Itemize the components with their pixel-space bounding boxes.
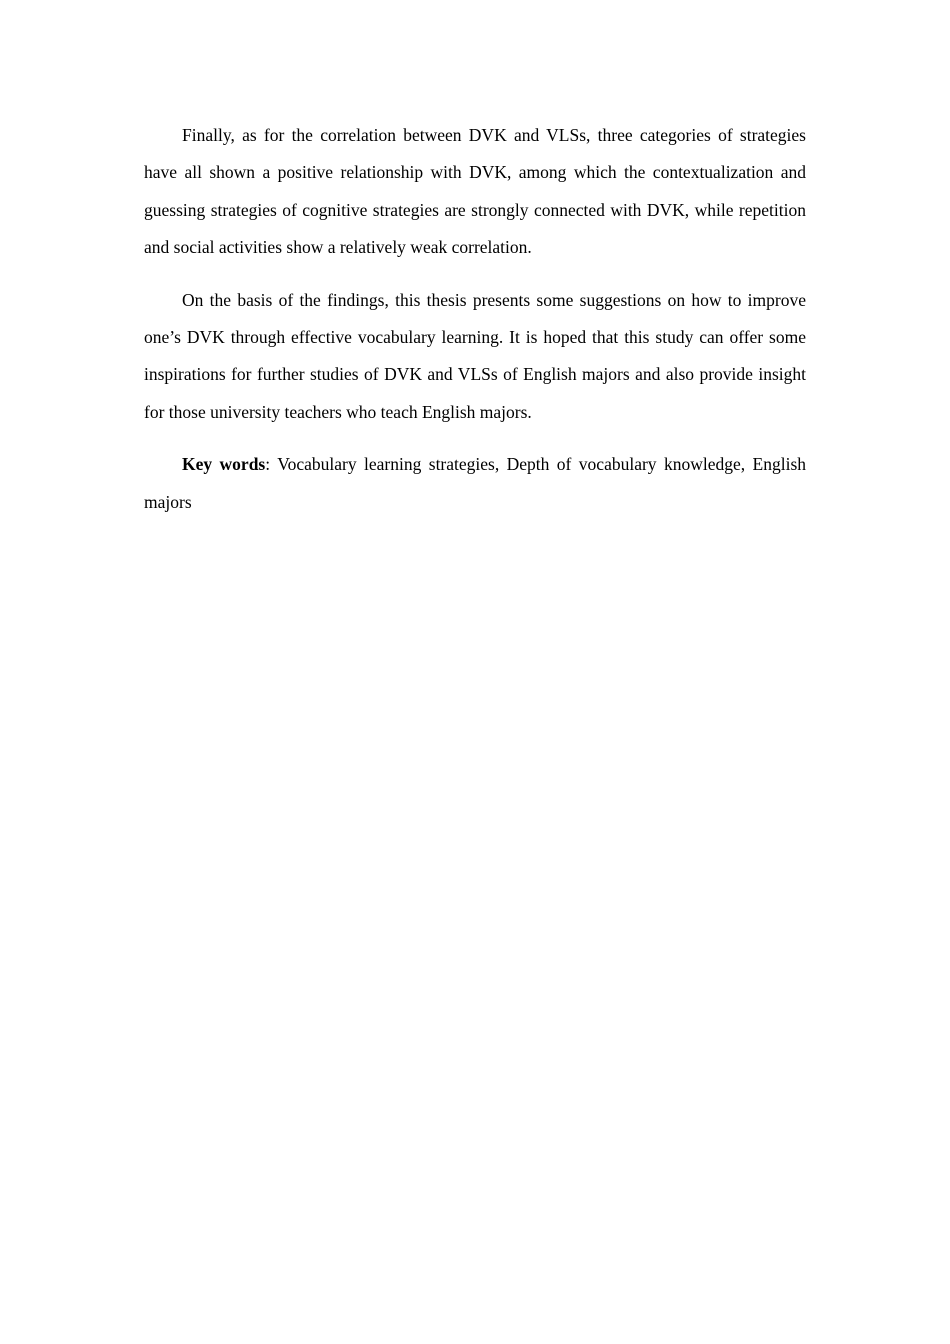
keywords-line xyxy=(144,446,806,521)
document-page xyxy=(144,117,806,536)
keywords-text: Vocabulary learning strategies, Depth of vocabulary knowledge, English majors xyxy=(144,454,807,512)
keywords-label: Key words xyxy=(182,454,266,475)
abstract-paragraph-suggestions: On the basis of the findings, this thesis presents some suggestions on how to improve one’s DVK through effective vocabulary learning. It is hoped that this study can offer some inspirations for further studies of DVK and VLSs of English majors and also provide insight for those university teachers who teach English majors. xyxy=(144,289,806,422)
keywords-separator: : xyxy=(265,454,278,475)
abstract-paragraph-correlation: Finally, as for the correlation between DVK and VLSs, three categories of strategies have all shown a positive relationship with DVK, among which the contextualization and guessing strategies of cognitive strategies are strongly connected with DVK, while repetition and social activities show a relatively weak correlation. xyxy=(144,125,806,258)
